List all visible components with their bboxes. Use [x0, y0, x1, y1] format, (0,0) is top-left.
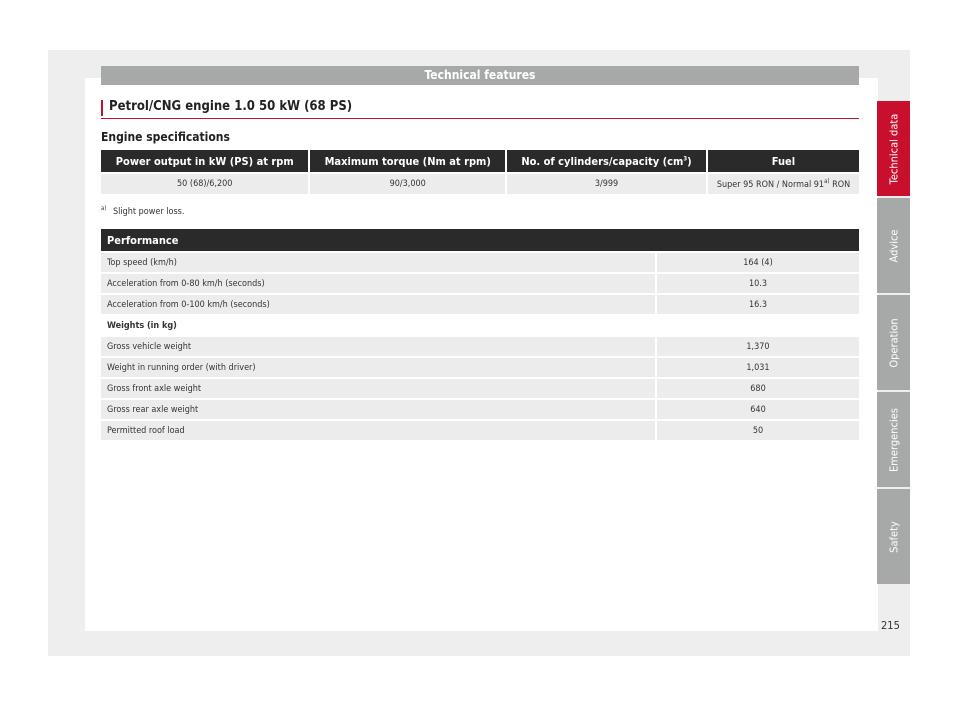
row-label: Gross front axle weight [101, 379, 655, 398]
header-fuel: Fuel [708, 150, 859, 172]
cell-power: 50 (68)/6,200 [101, 174, 308, 194]
tab-emergencies[interactable] [877, 392, 910, 487]
page-number: 215 [881, 619, 900, 632]
table-row [101, 295, 859, 314]
tab-label: Advice [887, 229, 900, 262]
footnote-ref: a) [824, 178, 830, 185]
tab-label: Operation [887, 317, 900, 368]
row-label: Acceleration from 0-100 km/h (seconds) [101, 295, 655, 314]
table-row [101, 400, 859, 419]
table-row [101, 358, 859, 377]
footnote [101, 205, 184, 217]
engine-spec-table [99, 148, 861, 196]
table-row [101, 253, 859, 272]
header-cylinders-text: No. of cylinders/capacity (cm [521, 154, 684, 168]
tab-safety[interactable] [877, 489, 910, 584]
tab-advice[interactable] [877, 198, 910, 293]
row-value: 50 [657, 421, 859, 440]
section-row [101, 316, 859, 335]
table-row [101, 337, 859, 356]
cell-fuel [708, 174, 859, 194]
page-title-block [101, 97, 859, 119]
engine-specifications-heading: Engine specifications [101, 130, 230, 144]
cell-fuel-text: Super 95 RON / Normal 91 [716, 180, 825, 190]
table-row [101, 174, 859, 194]
row-value: 1,370 [657, 337, 859, 356]
table-header-row [101, 229, 859, 251]
tab-label: Technical data [887, 113, 900, 184]
table-row [101, 274, 859, 293]
row-label: Gross vehicle weight [101, 337, 655, 356]
title-accent-bar [101, 100, 103, 116]
superscript-3: 3 [683, 154, 688, 162]
row-label: Acceleration from 0-80 km/h (seconds) [101, 274, 655, 293]
table-row [101, 379, 859, 398]
row-label: Permitted roof load [101, 421, 655, 440]
header-cylinders [507, 150, 706, 172]
row-value: 1,031 [657, 358, 859, 377]
weights-section-label: Weights (in kg) [101, 316, 859, 335]
section-header: Technical features [101, 66, 859, 85]
tab-operation[interactable] [877, 295, 910, 390]
page-title: Petrol/CNG engine 1.0 50 kW (68 PS) [109, 99, 353, 114]
cell-torque: 90/3,000 [310, 174, 505, 194]
header-cylinders-close: ) [687, 154, 692, 168]
footnote-text: Slight power loss. [113, 207, 185, 217]
row-value: 10.3 [657, 274, 859, 293]
row-label: Weight in running order (with driver) [101, 358, 655, 377]
row-value: 164 (4) [657, 253, 859, 272]
tab-technical-data[interactable] [877, 101, 910, 196]
header-performance: Performance [101, 229, 859, 251]
performance-table [99, 227, 861, 442]
row-value: 640 [657, 400, 859, 419]
tab-label: Safety [887, 520, 900, 553]
row-value: 680 [657, 379, 859, 398]
table-header-row [101, 150, 859, 172]
header-power: Power output in kW (PS) at rpm [101, 150, 308, 172]
footnote-marker: a) [101, 205, 107, 212]
row-label: Top speed (km/h) [101, 253, 655, 272]
cell-fuel-suffix: RON [829, 180, 851, 190]
row-label: Gross rear axle weight [101, 400, 655, 419]
tab-label: Emergencies [887, 407, 900, 472]
header-torque: Maximum torque (Nm at rpm) [310, 150, 505, 172]
cell-cylinders: 3/999 [507, 174, 706, 194]
table-row [101, 421, 859, 440]
row-value: 16.3 [657, 295, 859, 314]
